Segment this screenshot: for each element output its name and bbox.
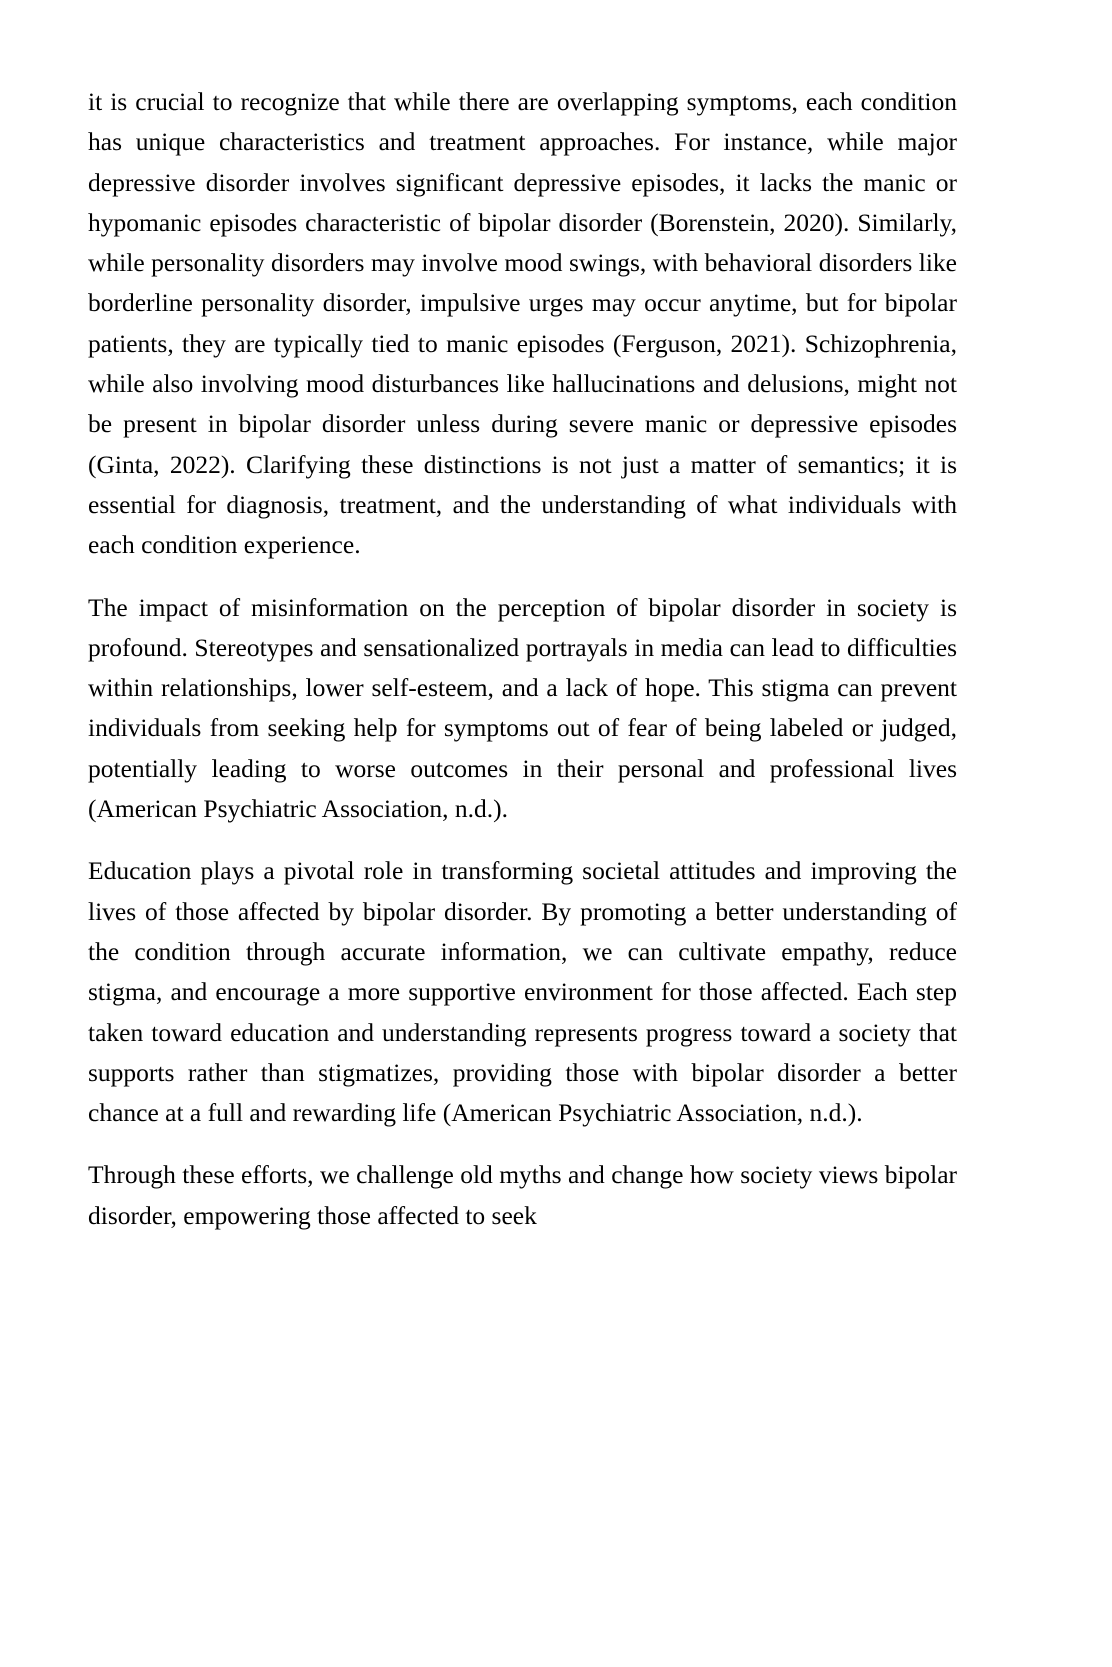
document-text-column [88,82,957,1236]
body-paragraph-misinformation: The impact of misinformation on the perception of bipolar disorder in society is profound. Stereotypes and sensationalized portrayals in media can lead to difficulties within relationships, lower self-esteem, and a lack of hope. This stigma can prevent individuals from seeking help for symptoms out of fear of being labeled or judged, potentially leading to worse outcomes in their personal and professional lives (American Psychiatric Association, n.d.). [88,592,957,824]
body-paragraph-conclusion: Through these efforts, we challenge old myths and change how society views bipolar disorder, empowering those affected to seek [88,1160,957,1230]
body-paragraph-education: Education plays a pivotal role in transforming societal attitudes and improving the lives of those affected by bipolar disorder. By promoting a better understanding of the condition through accurate information, we can cultivate empathy, reduce stigma, and encourage a more supportive environment for those affected. Each step taken toward education and understanding represents progress toward a society that supports rather than stigmatizes, providing those with bipolar disorder a better chance at a full and rewarding life (American Psychiatric Association, n.d.). [88,856,957,1128]
body-paragraph-distinctions: it is crucial to recognize that while there are overlapping symptoms, each condition has unique characteristics and treatment approaches. For instance, while major depressive disorder involves significant depressive episodes, it lacks the manic or hypomanic episodes characteristic of bipolar disorder (Borenstein, 2020). Similarly, while personality disorders may involve mood swings, with behavioral disorders like borderline personality disorder, impulsive urges may occur anytime, but for bipolar patients, they are typically tied to manic episodes (Ferguson, 2021). Schizophrenia, while also involving mood disturbances like hallucinations and delusions, might not be present in bipolar disorder unless during severe manic or depressive episodes (Ginta, 2022). Clarifying these distinctions is not just a matter of semantics; it is essential for diagnosis, treatment, and the understanding of what individuals with each condition experience. [88,87,957,560]
